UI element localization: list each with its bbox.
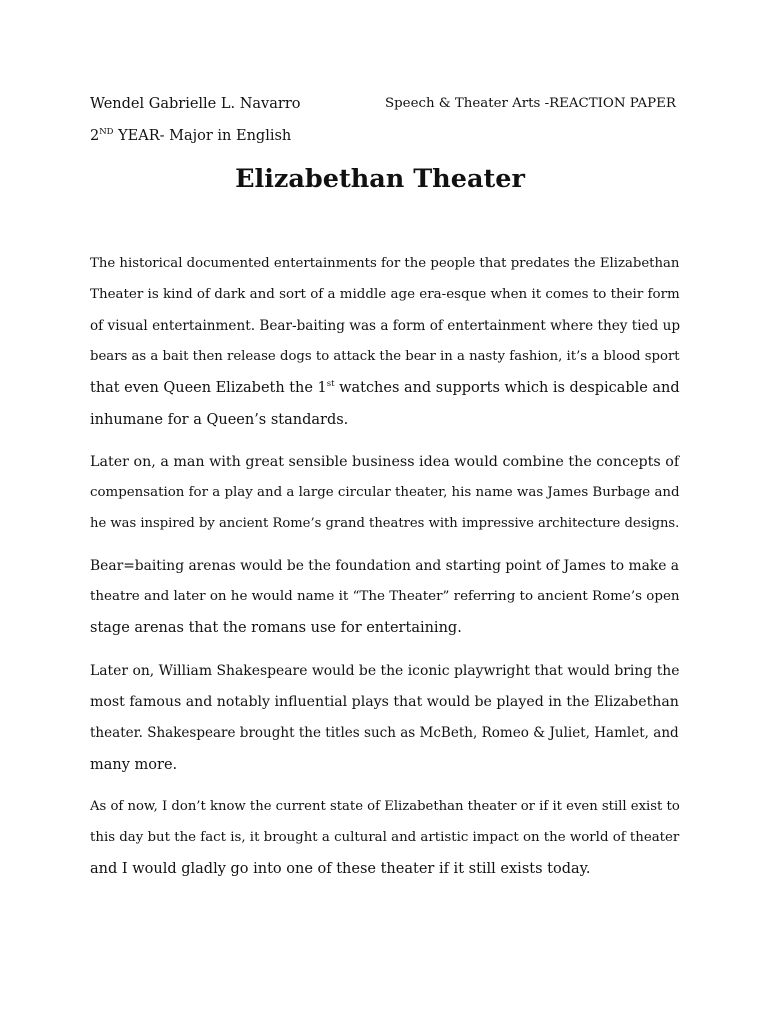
line-text: that even Queen Elizabeth the 1 (90, 380, 327, 396)
paragraph-line: The historical documented entertainments for the people that predates the Elizabethan (90, 256, 680, 271)
year-ordinal-suffix: ND (99, 127, 114, 137)
course-title: Speech & Theater Arts -REACTION PAPER (385, 96, 676, 111)
paragraph-line: many more. (90, 757, 178, 773)
paragraph-line: this day but the fact is, it brought a cultural and artistic impact on the world of theater (90, 830, 680, 845)
author-name: Wendel Gabrielle L. Navarro (90, 96, 301, 112)
paragraph-line: theatre and later on he would name it “The Theater” referring to ancient Rome’s open (90, 589, 680, 604)
paragraph-line (90, 379, 680, 397)
paragraph-line: Theater is kind of dark and sort of a middle age era-esque when it comes to their form (90, 287, 680, 302)
paragraph-line: and I would gladly go into one of these theater if it still exists today. (90, 861, 591, 877)
year-major (90, 127, 291, 145)
paragraph-line: Bear=baiting arenas would be the foundation and starting point of James to make a (90, 558, 680, 574)
ordinal-suffix: st (326, 379, 335, 389)
paragraph-line: inhumane for a Queen’s standards. (90, 412, 349, 428)
paragraph-line: compensation for a play and a large circular theater, his name was James Burbage and (90, 485, 680, 500)
year-number: 2 (90, 128, 100, 144)
document-title: Elizabethan Theater (235, 164, 525, 194)
paragraph-line: of visual entertainment. Bear-baiting was a form of entertainment where they tied up (90, 318, 681, 334)
paragraph-line: Later on, a man with great sensible business idea would combine the concepts of (90, 454, 680, 470)
year-major-text: YEAR- Major in English (113, 128, 292, 144)
paragraph-line: As of now, I don’t know the current state of Elizabethan theater or if it even still exist to (90, 799, 680, 814)
line-text: watches and supports which is despicable and (334, 380, 680, 396)
paragraph-line: Later on, William Shakespeare would be the iconic playwright that would bring the (90, 663, 680, 679)
paragraph-line: he was inspired by ancient Rome’s grand theatres with impressive architecture designs. (90, 516, 680, 531)
paragraph-line: most famous and notably influential plays that would be played in the Elizabethan (90, 694, 679, 710)
paragraph-line: bears as a bait then release dogs to attack the bear in a nasty fashion, it’s a blood sport (90, 349, 680, 364)
paragraph-line: theater. Shakespeare brought the titles such as McBeth, Romeo & Juliet, Hamlet, and (90, 725, 679, 741)
paragraph-line: stage arenas that the romans use for entertaining. (90, 620, 462, 636)
